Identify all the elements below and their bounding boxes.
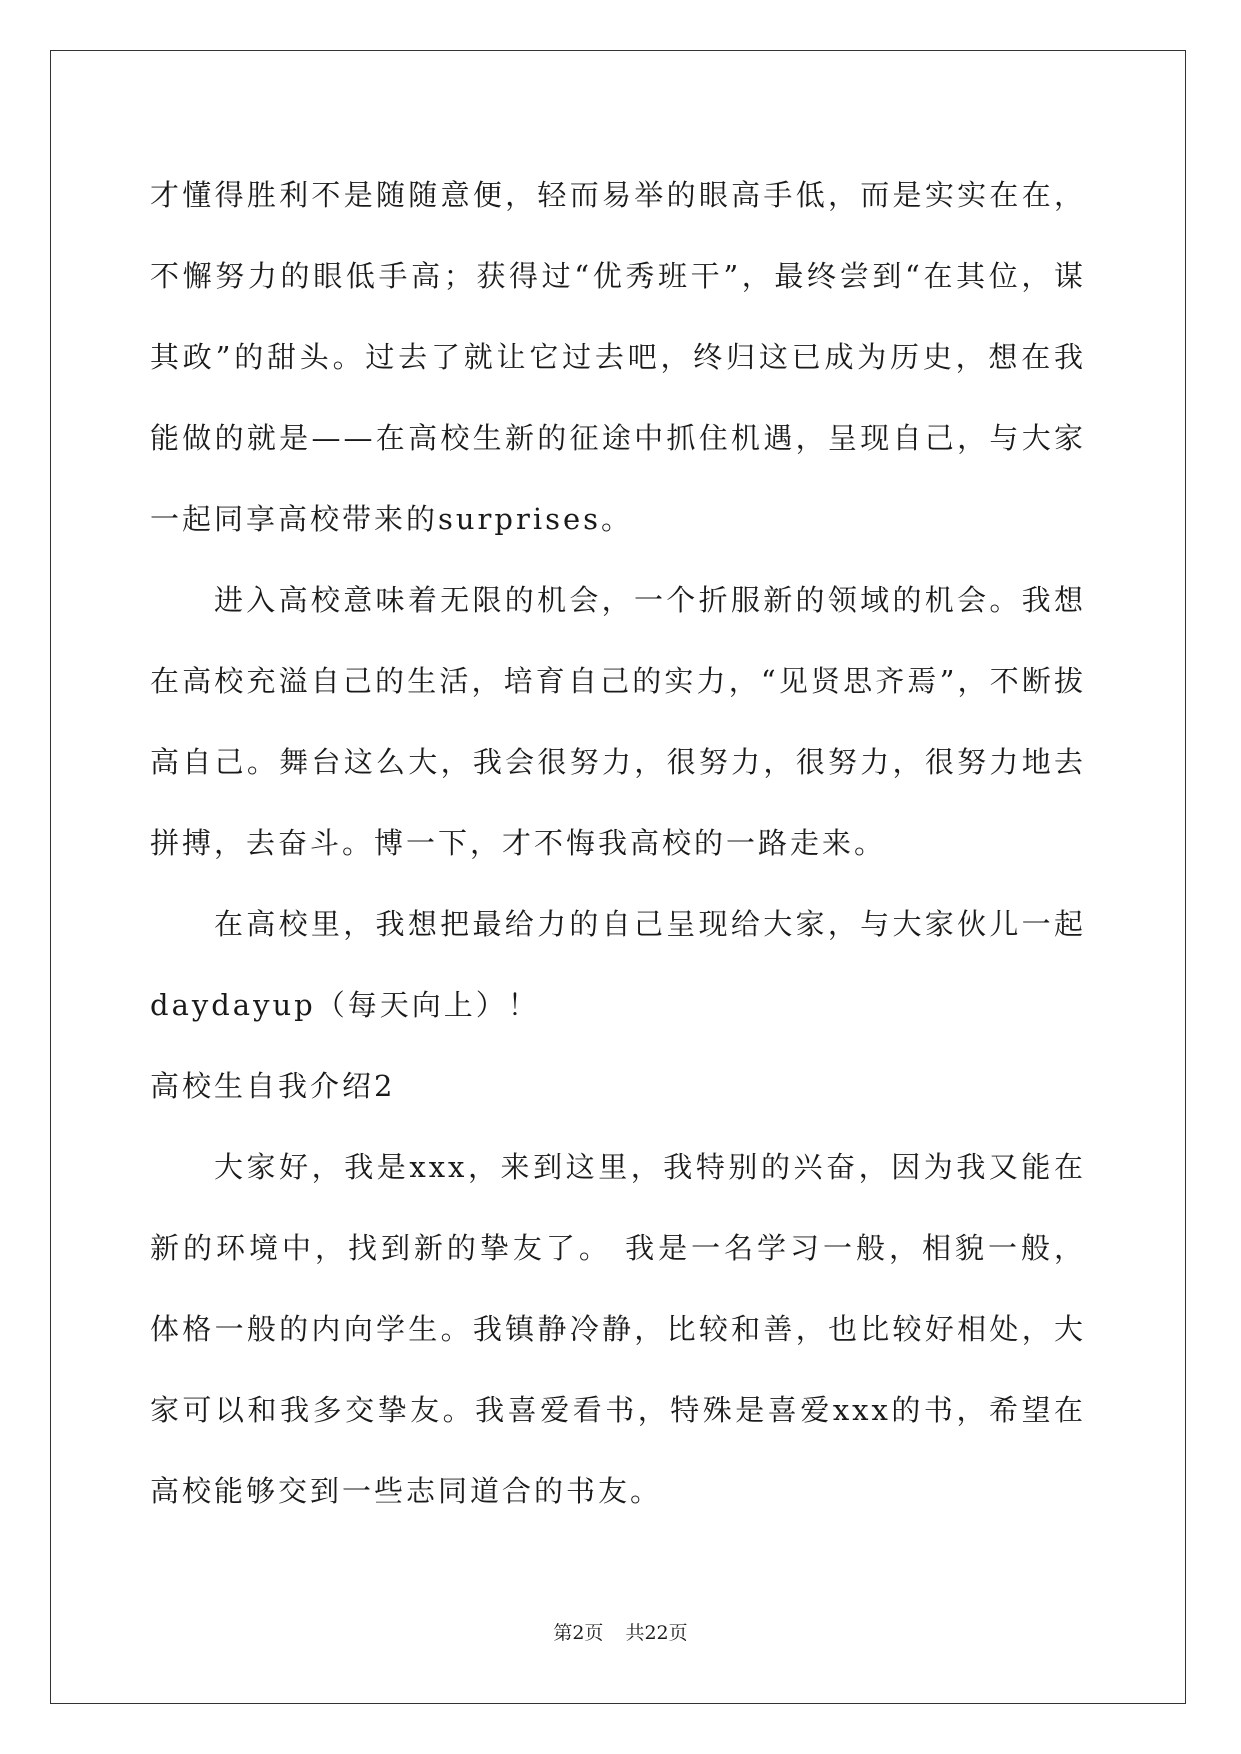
paragraph-2: 进入高校意味着无限的机会，一个折服新的领域的机会。我想在高校充溢自己的生活，培育自己的实力，“见贤思齐焉”，不断拔高自己。舞台这么大，我会很努力，很努力，很努力，很努力地去拼搏，去奋斗。博一下，才不悔我高校的一路走来。 bbox=[150, 583, 1086, 860]
page-number: 第2页 bbox=[553, 1622, 604, 1644]
paragraph-1: 才懂得胜利不是随随意便，轻而易举的眼高手低，而是实实在在，不懈努力的眼低手高；获得过“优秀班干”，最终尝到“在其位，谋其政”的甜头。过去了就让它过去吧，终归这已成为历史，想在我能做的就是——在高校生新的征途中抓住机遇，呈现自己，与大家一起同享高校带来的surprises。 bbox=[150, 178, 1086, 536]
paragraph-3: 在高校里，我想把最给力的自己呈现给大家，与大家伙儿一起daydayup（每天向上）！ bbox=[150, 907, 1086, 1022]
document-body bbox=[150, 155, 1086, 1532]
section-heading: 高校生自我介绍2 bbox=[150, 1069, 396, 1103]
page-total: 共22页 bbox=[625, 1622, 688, 1644]
page-footer bbox=[0, 1618, 1241, 1645]
paragraph-4: 大家好，我是xxx，来到这里，我特别的兴奋，因为我又能在新的环境中，找到新的挚友了。 我是一名学习一般，相貌一般，体格一般的内向学生。我镇静冷静，比较和善，也比较好相处，大家可以和我多交挚友。我喜爱看书，特殊是喜爱xxx的书，希望在高校能够交到一些志同道合的书友。 bbox=[150, 1150, 1086, 1508]
